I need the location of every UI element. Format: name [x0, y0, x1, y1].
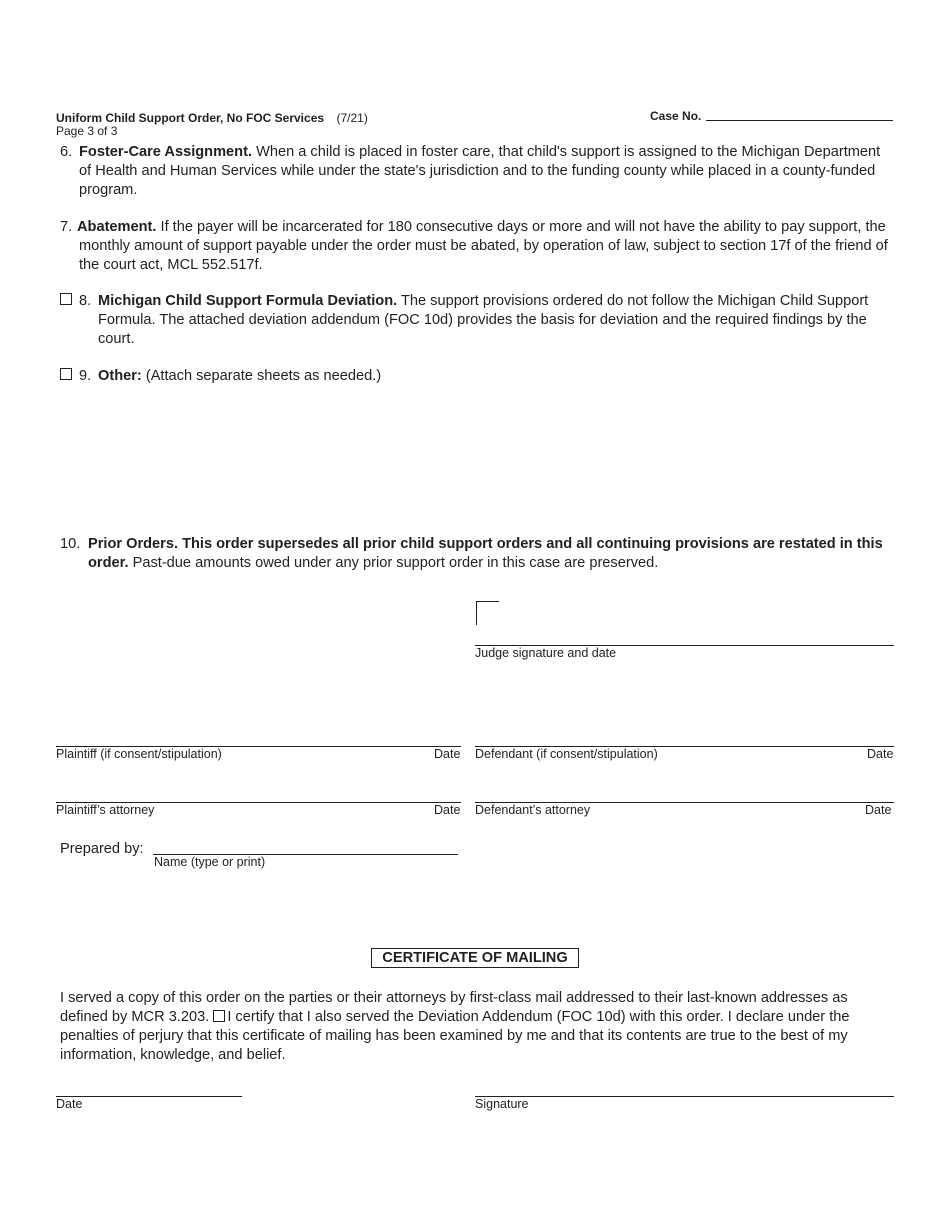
plaintiff-label: Plaintiff (if consent/stipulation)	[56, 747, 222, 761]
form-title: Uniform Child Support Order, No FOC Services	[56, 111, 325, 125]
item-formula-deviation	[60, 292, 896, 349]
item-title: Abatement.	[77, 219, 157, 235]
item-text: When a child is placed in foster care, that child's support is assigned to the Michigan Department of Health and Human Services while under the state's jurisdiction and to the funding county while placed in a county-funded program.	[79, 144, 881, 198]
item-number: 6.	[60, 144, 73, 160]
item-other	[60, 367, 896, 386]
defendant-attorney-date-label: Date	[865, 803, 892, 817]
item-text: If the payer will be incarcerated for 180 consecutive days or more and will not have the ability to pay support, the monthly amount of support payable under the order must be abated, by operation of law, subject to section 17f of the friend of the court act, MCL 552.517f.	[79, 219, 888, 273]
certificate-text-part1: I served a copy of this order on the parties or their attorneys by first-class mail addressed to their last-known addresses as defined by MCR 3.203.	[60, 990, 848, 1025]
item-text: The support provisions ordered do not follow the Michigan Child Support Formula. The attached deviation addendum (FOC 10d) provides the basis for deviation and the required findings by the court.	[98, 293, 869, 347]
case-no-field[interactable]	[706, 120, 893, 121]
plaintiff-attorney-date-label: Date	[434, 803, 461, 817]
plaintiff-attorney-label: Plaintiff’s attorney	[56, 803, 155, 817]
item-title: Other:	[98, 368, 142, 384]
prepared-by-label: Prepared by:	[60, 841, 144, 857]
item-number: 8.	[79, 293, 92, 309]
case-no-label: Case No.	[650, 109, 702, 123]
item-title: Foster-Care Assignment.	[79, 144, 253, 160]
item-text: (Attach separate sheets as needed.)	[141, 368, 382, 384]
item-number: 10.	[60, 536, 81, 552]
item-abatement	[60, 218, 896, 275]
certificate-date-line[interactable]	[56, 1096, 242, 1097]
item-title: Prior Orders. This order supersedes all prior child support orders and all continuing provisions are restated in this order.	[88, 536, 883, 571]
judge-signature-label: Judge signature and date	[475, 646, 617, 660]
certificate-signature-label: Signature	[475, 1097, 529, 1111]
defendant-date-label: Date	[867, 747, 894, 761]
plaintiff-date-label: Date	[434, 747, 461, 761]
certificate-signature-line[interactable]	[475, 1096, 894, 1097]
certificate-title: CERTIFICATE OF MAILING	[371, 948, 579, 968]
item-text: Past-due amounts owed under any prior support order in this case are preserved.	[128, 555, 659, 571]
defendant-attorney-label: Defendant’s attorney	[475, 803, 591, 817]
form-revision: (7/21)	[336, 111, 368, 125]
page-indicator: Page 3 of 3	[56, 124, 118, 138]
seal-corner-mark	[476, 601, 499, 625]
deviation-checkbox[interactable]	[60, 293, 72, 305]
name-type-or-print-label: Name (type or print)	[154, 855, 266, 869]
item-number: 7.	[60, 219, 73, 235]
certificate-text	[60, 989, 896, 1065]
deviation-addendum-checkbox[interactable]	[213, 1010, 225, 1022]
item-number: 9.	[79, 368, 92, 384]
defendant-label: Defendant (if consent/stipulation)	[475, 747, 658, 761]
other-text-area[interactable]	[98, 392, 894, 522]
item-foster-care-assignment	[60, 143, 896, 200]
certificate-text-part2: I certify that I also served the Deviation Addendum (FOC 10d) with this order. I declare under the penalties of perjury that this certificate of mailing has been examined by me and that its contents are true to the best of my information, knowledge, and belief.	[60, 1009, 850, 1063]
other-checkbox[interactable]	[60, 368, 72, 380]
item-prior-orders	[60, 535, 896, 573]
item-title: Michigan Child Support Formula Deviation.	[98, 293, 398, 309]
certificate-date-label: Date	[56, 1097, 83, 1111]
